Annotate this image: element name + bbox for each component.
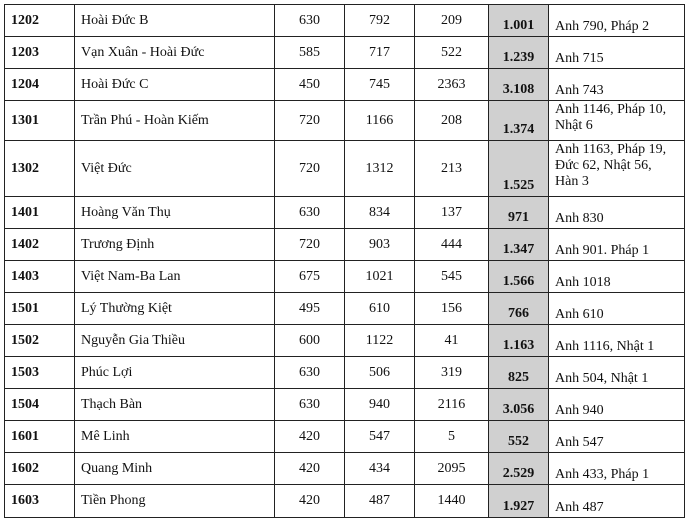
school-name-cell: Hoài Đức B bbox=[75, 5, 275, 37]
registered-cell: 1021 bbox=[345, 261, 415, 293]
school-name-cell: Lý Thường Kiệt bbox=[75, 293, 275, 325]
ratio-cell: 1.566 bbox=[489, 261, 549, 293]
school-name-cell: Thạch Bàn bbox=[75, 389, 275, 421]
second-choice-cell: 209 bbox=[415, 5, 489, 37]
quota-cell: 675 bbox=[275, 261, 345, 293]
second-choice-cell: 137 bbox=[415, 197, 489, 229]
second-choice-cell: 2363 bbox=[415, 69, 489, 101]
language-cell: Anh 743 bbox=[549, 69, 685, 101]
ratio-cell: 3.108 bbox=[489, 69, 549, 101]
second-choice-cell: 545 bbox=[415, 261, 489, 293]
school-name-cell: Hoài Đức C bbox=[75, 69, 275, 101]
second-choice-cell: 156 bbox=[415, 293, 489, 325]
school-code-cell: 1603 bbox=[5, 485, 75, 518]
school-name-cell: Mê Linh bbox=[75, 421, 275, 453]
school-name-cell: Quang Minh bbox=[75, 453, 275, 485]
language-cell: Anh 1018 bbox=[549, 261, 685, 293]
school-name-cell: Việt Đức bbox=[75, 141, 275, 197]
second-choice-cell: 213 bbox=[415, 141, 489, 197]
school-code-cell: 1401 bbox=[5, 197, 75, 229]
ratio-cell: 1.239 bbox=[489, 37, 549, 69]
language-cell: Anh 610 bbox=[549, 293, 685, 325]
registered-cell: 745 bbox=[345, 69, 415, 101]
second-choice-cell: 522 bbox=[415, 37, 489, 69]
quota-cell: 600 bbox=[275, 325, 345, 357]
ratio-cell: 971 bbox=[489, 197, 549, 229]
school-name-cell: Trần Phú - Hoàn Kiếm bbox=[75, 101, 275, 141]
quota-cell: 630 bbox=[275, 357, 345, 389]
table-row bbox=[5, 37, 685, 69]
quota-cell: 420 bbox=[275, 453, 345, 485]
school-code-cell: 1301 bbox=[5, 101, 75, 141]
second-choice-cell: 41 bbox=[415, 325, 489, 357]
registered-cell: 547 bbox=[345, 421, 415, 453]
table-row bbox=[5, 197, 685, 229]
language-cell: Anh 901. Pháp 1 bbox=[549, 229, 685, 261]
table-row bbox=[5, 453, 685, 485]
second-choice-cell: 208 bbox=[415, 101, 489, 141]
school-code-cell: 1403 bbox=[5, 261, 75, 293]
table-row bbox=[5, 69, 685, 101]
quota-cell: 720 bbox=[275, 141, 345, 197]
second-choice-cell: 2116 bbox=[415, 389, 489, 421]
ratio-cell: 1.347 bbox=[489, 229, 549, 261]
school-code-cell: 1501 bbox=[5, 293, 75, 325]
registered-cell: 434 bbox=[345, 453, 415, 485]
registered-cell: 506 bbox=[345, 357, 415, 389]
language-cell: Anh 1163, Pháp 19, Đức 62, Nhật 56, Hàn 3 bbox=[549, 141, 685, 197]
school-code-cell: 1302 bbox=[5, 141, 75, 197]
table-row bbox=[5, 261, 685, 293]
quota-cell: 720 bbox=[275, 229, 345, 261]
table-row bbox=[5, 325, 685, 357]
second-choice-cell: 1440 bbox=[415, 485, 489, 518]
registered-cell: 940 bbox=[345, 389, 415, 421]
school-name-cell: Trương Định bbox=[75, 229, 275, 261]
quota-cell: 420 bbox=[275, 485, 345, 518]
quota-cell: 585 bbox=[275, 37, 345, 69]
school-name-cell: Nguyễn Gia Thiều bbox=[75, 325, 275, 357]
table-row bbox=[5, 5, 685, 37]
table-row bbox=[5, 229, 685, 261]
ratio-cell: 552 bbox=[489, 421, 549, 453]
table-row bbox=[5, 101, 685, 141]
table-row bbox=[5, 485, 685, 518]
registered-cell: 1312 bbox=[345, 141, 415, 197]
language-cell: Anh 504, Nhật 1 bbox=[549, 357, 685, 389]
second-choice-cell: 444 bbox=[415, 229, 489, 261]
quota-cell: 450 bbox=[275, 69, 345, 101]
school-code-cell: 1202 bbox=[5, 5, 75, 37]
ratio-cell: 1.163 bbox=[489, 325, 549, 357]
registered-cell: 487 bbox=[345, 485, 415, 518]
school-name-cell: Tiền Phong bbox=[75, 485, 275, 518]
quota-cell: 630 bbox=[275, 389, 345, 421]
school-code-cell: 1502 bbox=[5, 325, 75, 357]
school-code-cell: 1402 bbox=[5, 229, 75, 261]
table-row bbox=[5, 357, 685, 389]
registered-cell: 903 bbox=[345, 229, 415, 261]
registered-cell: 1122 bbox=[345, 325, 415, 357]
school-code-cell: 1204 bbox=[5, 69, 75, 101]
ratio-cell: 2.529 bbox=[489, 453, 549, 485]
second-choice-cell: 2095 bbox=[415, 453, 489, 485]
registered-cell: 1166 bbox=[345, 101, 415, 141]
ratio-cell: 825 bbox=[489, 357, 549, 389]
school-admission-table bbox=[4, 4, 685, 518]
registered-cell: 792 bbox=[345, 5, 415, 37]
language-cell: Anh 790, Pháp 2 bbox=[549, 5, 685, 37]
language-cell: Anh 547 bbox=[549, 421, 685, 453]
second-choice-cell: 319 bbox=[415, 357, 489, 389]
table-row bbox=[5, 421, 685, 453]
school-name-cell: Vạn Xuân - Hoài Đức bbox=[75, 37, 275, 69]
school-name-cell: Việt Nam-Ba Lan bbox=[75, 261, 275, 293]
school-name-cell: Phúc Lợi bbox=[75, 357, 275, 389]
language-cell: Anh 940 bbox=[549, 389, 685, 421]
registered-cell: 610 bbox=[345, 293, 415, 325]
language-cell: Anh 433, Pháp 1 bbox=[549, 453, 685, 485]
table-row bbox=[5, 389, 685, 421]
table-body bbox=[5, 5, 685, 518]
registered-cell: 834 bbox=[345, 197, 415, 229]
language-cell: Anh 487 bbox=[549, 485, 685, 518]
school-name-cell: Hoàng Văn Thụ bbox=[75, 197, 275, 229]
second-choice-cell: 5 bbox=[415, 421, 489, 453]
school-code-cell: 1602 bbox=[5, 453, 75, 485]
quota-cell: 720 bbox=[275, 101, 345, 141]
ratio-cell: 1.001 bbox=[489, 5, 549, 37]
language-cell: Anh 1146, Pháp 10, Nhật 6 bbox=[549, 101, 685, 141]
language-cell: Anh 1116, Nhật 1 bbox=[549, 325, 685, 357]
ratio-cell: 1.927 bbox=[489, 485, 549, 518]
quota-cell: 630 bbox=[275, 5, 345, 37]
school-code-cell: 1503 bbox=[5, 357, 75, 389]
school-code-cell: 1203 bbox=[5, 37, 75, 69]
language-cell: Anh 715 bbox=[549, 37, 685, 69]
school-code-cell: 1504 bbox=[5, 389, 75, 421]
ratio-cell: 3.056 bbox=[489, 389, 549, 421]
ratio-cell: 766 bbox=[489, 293, 549, 325]
table-row bbox=[5, 293, 685, 325]
language-cell: Anh 830 bbox=[549, 197, 685, 229]
quota-cell: 495 bbox=[275, 293, 345, 325]
quota-cell: 630 bbox=[275, 197, 345, 229]
ratio-cell: 1.374 bbox=[489, 101, 549, 141]
registered-cell: 717 bbox=[345, 37, 415, 69]
quota-cell: 420 bbox=[275, 421, 345, 453]
school-code-cell: 1601 bbox=[5, 421, 75, 453]
table-row bbox=[5, 141, 685, 197]
ratio-cell: 1.525 bbox=[489, 141, 549, 197]
